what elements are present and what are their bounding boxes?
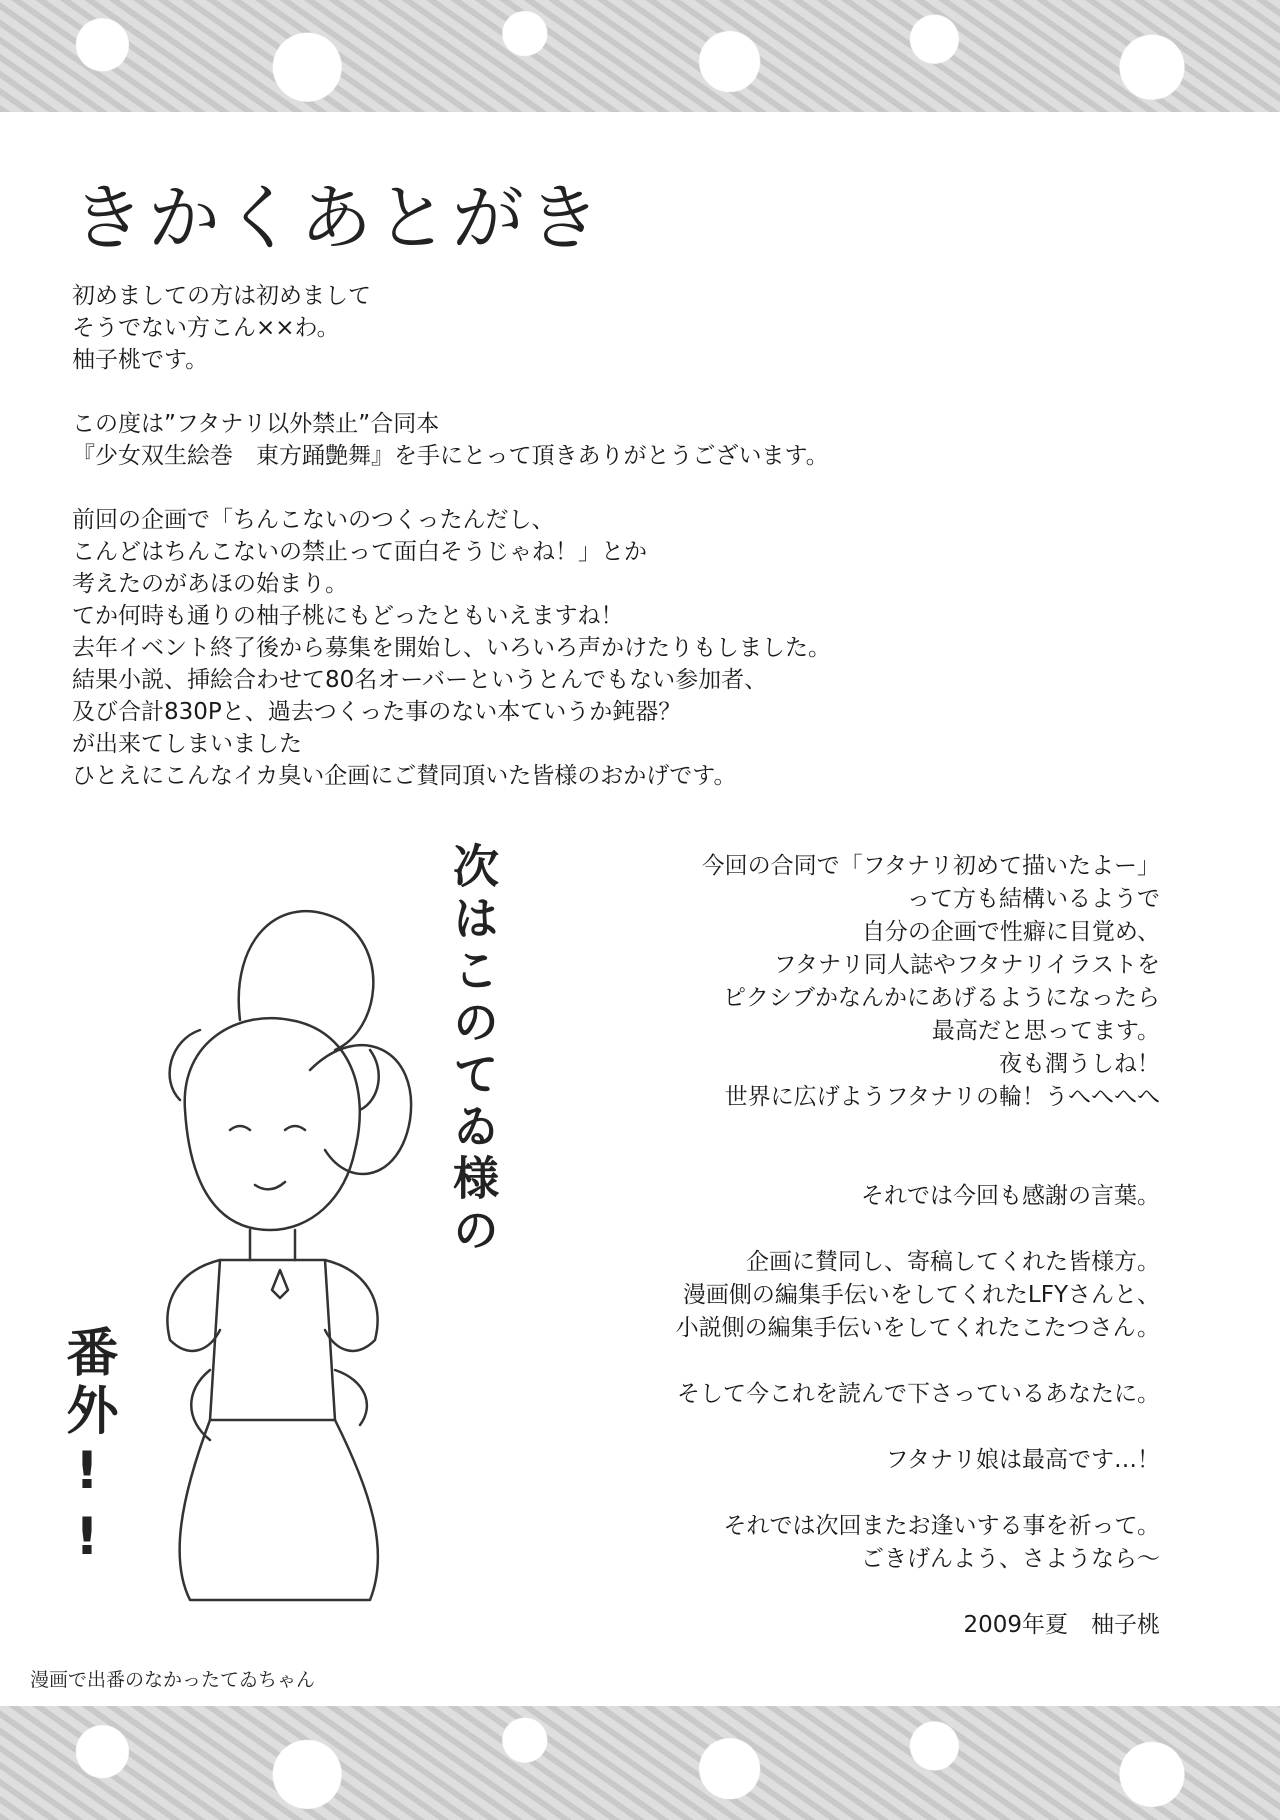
closing-line: そして今これを読んで下さっているあなたに。 xyxy=(677,1381,1160,1407)
closing-line: 夜も潤うしね！ xyxy=(999,1051,1160,1077)
intro-line-spacer xyxy=(72,472,1212,504)
intro-line: 去年イベント終了後から募集を開始し、いろいろ声かけたりもしました。 xyxy=(72,635,831,661)
dress-top xyxy=(210,1260,335,1420)
closing-line-spacer xyxy=(560,1213,1160,1246)
closing-text-block xyxy=(560,850,1160,1642)
face-outline xyxy=(185,1018,360,1230)
intro-line: 初めましての方は初めまして xyxy=(72,283,371,309)
rabbit-ear-shape xyxy=(239,911,374,1050)
closing-line: 最高だと思ってます。 xyxy=(931,1018,1160,1044)
intro-line: こんどはちんこないの禁止って面白そうじゃね！」とか xyxy=(72,539,647,565)
dress-skirt xyxy=(180,1420,378,1600)
closing-line-spacer xyxy=(560,1477,1160,1510)
page-title: きかくあとがき xyxy=(72,176,605,260)
closing-line: ごきげんよう、さようなら〜 xyxy=(861,1546,1160,1572)
intro-line: ひとえにこんなイカ臭い企画にご賛同頂いた皆様のおかげです。 xyxy=(72,763,737,789)
intro-line: 及び合計830Pと、過去つくった事のない本ていうか鈍器？ xyxy=(72,699,682,725)
handwritten-note-vertical: 次はこのてゐ様の xyxy=(446,842,500,1258)
intro-line: この度は”フタナリ以外禁止”合同本 xyxy=(72,411,440,437)
handwritten-note-bangai: 番外!! xyxy=(57,1325,117,1573)
closing-line-spacer xyxy=(560,1345,1160,1378)
signature-date: 2009年夏 柚子桃 xyxy=(963,1612,1160,1638)
intro-line: 『少女双生絵巻 東方踊艶舞』を手にとって頂きありがとうございます。 xyxy=(72,443,829,469)
intro-line: 前回の企画で「ちんこないのつくったんだし、 xyxy=(72,507,555,533)
closing-line: フタナリ同人誌やフタナリイラストを xyxy=(773,952,1160,978)
closing-line: ピクシブかなんかにあげるようになったら xyxy=(723,985,1160,1011)
intro-line: が出来てしまいました xyxy=(72,731,302,757)
decorative-top-border xyxy=(0,0,1280,112)
intro-line: てか何時も通りの柚子桃にもどったともいえますね！ xyxy=(72,603,624,629)
intro-line: 考えたのがあほの始まり。 xyxy=(72,571,348,597)
closed-eyes xyxy=(230,1126,305,1130)
illustration-caption: 漫画で出番のなかったてゐちゃん xyxy=(30,1669,316,1691)
closing-line: 世界に広げようフタナリの輪！うへへへへ xyxy=(724,1084,1160,1110)
closing-line-spacer xyxy=(560,1147,1160,1180)
closing-line: 小説側の編集手伝いをしてくれたこたつさん。 xyxy=(675,1315,1160,1341)
necklace-pendant xyxy=(272,1270,288,1298)
intro-line: 結果小説、挿絵合わせて80名オーバーというとんでもない参加者、 xyxy=(72,667,768,693)
closing-line: 今回の合同で「フタナリ初めて描いたよー」 xyxy=(701,853,1160,879)
closing-line: 企画に賛同し、寄稿してくれた皆様方。 xyxy=(746,1249,1160,1275)
closing-line-spacer xyxy=(560,1114,1160,1147)
smile xyxy=(255,1182,285,1189)
puff-sleeve xyxy=(325,1260,378,1351)
intro-line-spacer xyxy=(72,376,1212,408)
decorative-bottom-border xyxy=(0,1706,1280,1820)
closing-line: それでは今回も感謝の言葉。 xyxy=(861,1183,1160,1209)
closing-line-spacer xyxy=(560,1576,1160,1609)
intro-line: そうでない方こん××わ。 xyxy=(72,315,340,341)
closing-line: 漫画側の編集手伝いをしてくれたLFYさんと、 xyxy=(682,1282,1160,1308)
rabbit-girl-illustration xyxy=(90,900,450,1620)
intro-line: 柚子桃です。 xyxy=(72,347,209,373)
closing-line: って方も結構いるようで xyxy=(907,886,1160,912)
puff-sleeve xyxy=(167,1260,220,1351)
closing-line: それでは次回またお逢いする事を祈って。 xyxy=(723,1513,1160,1539)
closing-line: 自分の企画で性癖に目覚め、 xyxy=(861,919,1160,945)
intro-text-block xyxy=(72,280,1212,792)
closing-line: フタナリ娘は最高です…！ xyxy=(885,1447,1160,1473)
closing-line-spacer xyxy=(560,1411,1160,1444)
